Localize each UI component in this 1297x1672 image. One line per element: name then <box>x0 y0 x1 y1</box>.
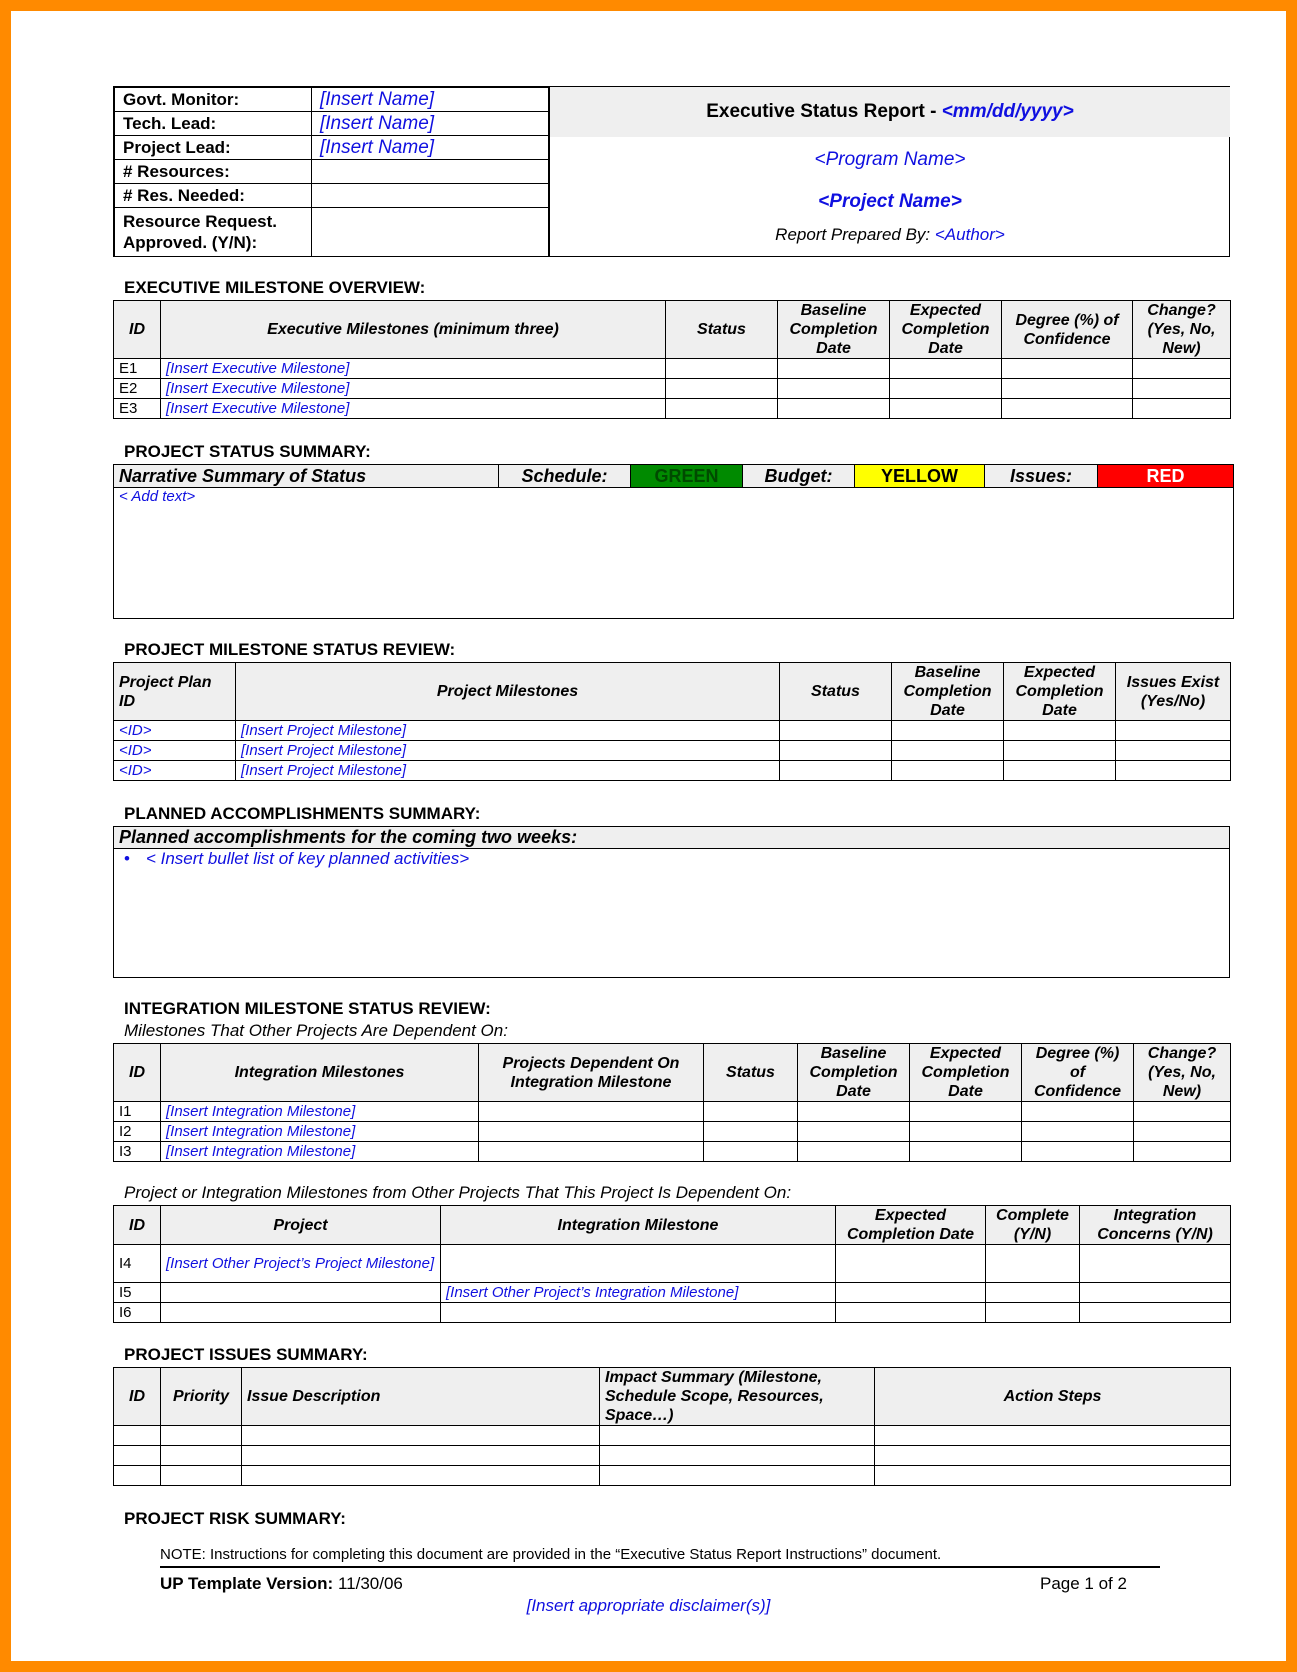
cell[interactable] <box>666 359 778 379</box>
version-label: UP Template Version: <box>160 1574 334 1593</box>
milestone-name[interactable]: [Insert Project Milestone] <box>236 721 780 741</box>
cell[interactable] <box>1022 1122 1134 1142</box>
report-title-text: Executive Status Report - <box>706 101 942 122</box>
col-header: Expected Completion Date <box>910 1044 1022 1102</box>
budget-label: Budget: <box>743 465 855 488</box>
cell[interactable] <box>1022 1142 1134 1162</box>
cell[interactable] <box>114 1446 161 1466</box>
col-header: Impact Summary (Milestone, Schedule Scope, Resources, Space…) <box>600 1368 875 1426</box>
col-header: Project Plan ID <box>114 663 236 721</box>
col-header: ID <box>114 1206 161 1245</box>
field-label <box>115 208 312 257</box>
cell[interactable] <box>1002 379 1133 399</box>
project-cell[interactable] <box>161 1303 441 1323</box>
issues-table <box>113 1367 1230 1486</box>
milestone-name[interactable]: [Insert Executive Milestone] <box>161 379 666 399</box>
project-name[interactable]: <Project Name> <box>818 191 962 212</box>
milestone-name[interactable]: [Insert Integration Milestone] <box>161 1122 479 1142</box>
col-header: Priority <box>161 1368 242 1426</box>
col-header: Project Milestones <box>236 663 780 721</box>
table-row <box>114 1283 1231 1303</box>
col-header: ID <box>114 301 161 359</box>
narrative-label: Narrative Summary of Status <box>114 465 499 488</box>
author[interactable]: <Author> <box>934 225 1005 244</box>
exec-milestone-heading: EXECUTIVE MILESTONE OVERVIEW: <box>124 278 426 297</box>
col-header: Change? (Yes, No, New) <box>1134 1044 1231 1102</box>
milestone-name[interactable]: [Insert Executive Milestone] <box>161 359 666 379</box>
cell[interactable] <box>986 1245 1080 1283</box>
planned-label: Planned accomplishments for the coming two weeks: <box>114 827 1230 849</box>
col-header: Issues Exist (Yes/No) <box>1116 663 1231 721</box>
integration-heading: INTEGRATION MILESTONE STATUS REVIEW: <box>124 999 491 1018</box>
col-header: Baseline Completion Date <box>892 663 1004 721</box>
report-title-block <box>549 87 1230 256</box>
col-header: Action Steps <box>875 1368 1231 1426</box>
project-milestone-table <box>113 662 1230 781</box>
cell[interactable] <box>778 359 890 379</box>
cell[interactable] <box>836 1303 986 1323</box>
cell[interactable] <box>1080 1283 1231 1303</box>
row-id[interactable]: <ID> <box>114 761 236 781</box>
col-header: Status <box>704 1044 798 1102</box>
col-header: Change? (Yes, No, New) <box>1133 301 1231 359</box>
cell[interactable] <box>778 399 890 419</box>
col-header: ID <box>114 1368 161 1426</box>
field-value[interactable]: [Insert Name] <box>312 112 549 136</box>
col-header: Baseline Completion Date <box>798 1044 910 1102</box>
schedule-status-badge[interactable]: GREEN <box>631 465 743 488</box>
cell[interactable] <box>1004 721 1116 741</box>
issues-label: Issues: <box>985 465 1098 488</box>
report-date[interactable]: <mm/dd/yyyy> <box>941 101 1074 122</box>
col-header: Degree (%) of Confidence <box>1022 1044 1134 1102</box>
milestone-cell[interactable] <box>441 1245 836 1283</box>
row-id: E2 <box>114 379 161 399</box>
cell[interactable] <box>1134 1122 1231 1142</box>
footer-note: NOTE: Instructions for completing this document are provided in the “Executive Status Report Instructions” document. <box>160 1546 1160 1568</box>
col-header: Projects Dependent On Integration Milestone <box>479 1044 704 1102</box>
row-id: I5 <box>114 1283 161 1303</box>
col-header: Project <box>161 1206 441 1245</box>
table-row <box>114 1446 1231 1466</box>
table-row <box>114 1142 1231 1162</box>
row-id: E1 <box>114 359 161 379</box>
field-label: # Resources: <box>115 160 312 184</box>
planned-bullet[interactable]: < Insert bullet list of key planned activities> <box>145 849 470 868</box>
cell[interactable] <box>892 721 1004 741</box>
col-header: Expected Completion Date <box>890 301 1002 359</box>
budget-status-badge[interactable]: YELLOW <box>855 465 985 488</box>
planned-body <box>114 849 1230 978</box>
cell[interactable] <box>666 379 778 399</box>
disclaimer[interactable]: [Insert appropriate disclaimer(s)] <box>526 1596 771 1615</box>
col-header: Expected Completion Date <box>836 1206 986 1245</box>
cell[interactable] <box>600 1426 875 1446</box>
cell[interactable] <box>910 1122 1022 1142</box>
col-header: Integration Concerns (Y/N) <box>1080 1206 1231 1245</box>
cell[interactable] <box>114 1466 161 1486</box>
cell[interactable] <box>161 1446 242 1466</box>
issues-status-badge[interactable]: RED <box>1098 465 1234 488</box>
cell[interactable] <box>875 1446 1231 1466</box>
prepared-by-label: Report Prepared By: <box>775 225 935 244</box>
cell[interactable] <box>1133 359 1231 379</box>
cell[interactable] <box>1004 741 1116 761</box>
integration-subheading: Milestones That Other Projects Are Dependent On: <box>124 1021 508 1040</box>
field-value[interactable]: [Insert Name] <box>312 88 549 112</box>
table-row <box>114 359 1231 379</box>
program-name[interactable]: <Program Name> <box>814 149 966 170</box>
cell[interactable] <box>875 1426 1231 1446</box>
cell[interactable] <box>1004 761 1116 781</box>
project-cell[interactable]: [Insert Other Project’s Project Milestone] <box>161 1245 441 1283</box>
field-value[interactable] <box>312 184 549 208</box>
row-id: I4 <box>114 1245 161 1283</box>
bullet-icon: • <box>124 849 130 868</box>
cell[interactable] <box>1133 379 1231 399</box>
risk-heading: PROJECT RISK SUMMARY: <box>124 1509 346 1528</box>
cell[interactable] <box>479 1102 704 1122</box>
page-number: Page 1 of 2 <box>1040 1574 1127 1593</box>
cell[interactable] <box>479 1142 704 1162</box>
cell[interactable] <box>704 1102 798 1122</box>
cell[interactable] <box>780 721 892 741</box>
field-value[interactable] <box>312 160 549 184</box>
milestone-name[interactable]: [Insert Integration Milestone] <box>161 1102 479 1122</box>
table-row <box>114 399 1231 419</box>
field-label: # Res. Needed: <box>115 184 312 208</box>
field-label: Tech. Lead: <box>115 112 312 136</box>
col-header: Executive Milestones (minimum three) <box>161 301 666 359</box>
cell[interactable] <box>780 761 892 781</box>
cell[interactable] <box>836 1283 986 1303</box>
cell[interactable] <box>798 1102 910 1122</box>
cell[interactable] <box>704 1122 798 1142</box>
milestone-name[interactable]: [Insert Project Milestone] <box>236 761 780 781</box>
milestone-cell[interactable] <box>441 1303 836 1323</box>
row-id: I1 <box>114 1102 161 1122</box>
cell[interactable] <box>778 379 890 399</box>
cell[interactable] <box>666 399 778 419</box>
cell[interactable] <box>242 1466 600 1486</box>
col-header: Complete (Y/N) <box>986 1206 1080 1245</box>
cell[interactable] <box>892 741 1004 761</box>
cell[interactable] <box>798 1142 910 1162</box>
cell[interactable] <box>986 1283 1080 1303</box>
status-summary-table <box>113 464 1233 619</box>
cell[interactable] <box>1002 359 1133 379</box>
planned-table <box>113 826 1230 978</box>
table-row <box>114 721 1231 741</box>
issues-heading: PROJECT ISSUES SUMMARY: <box>124 1345 368 1364</box>
row-id[interactable]: <ID> <box>114 721 236 741</box>
cell[interactable] <box>1134 1142 1231 1162</box>
milestone-name[interactable]: [Insert Executive Milestone] <box>161 399 666 419</box>
cell[interactable] <box>892 761 1004 781</box>
cell[interactable] <box>910 1102 1022 1122</box>
col-header: Status <box>780 663 892 721</box>
cell[interactable] <box>1080 1245 1231 1283</box>
cell[interactable] <box>1133 399 1231 419</box>
cell[interactable] <box>704 1142 798 1162</box>
col-header: Integration Milestones <box>161 1044 479 1102</box>
cell[interactable] <box>1080 1303 1231 1323</box>
table-row <box>114 379 1231 399</box>
col-header: Integration Milestone <box>441 1206 836 1245</box>
cell[interactable] <box>161 1426 242 1446</box>
project-cell[interactable] <box>161 1283 441 1303</box>
cell[interactable] <box>479 1122 704 1142</box>
milestone-name[interactable]: [Insert Project Milestone] <box>236 741 780 761</box>
status-summary-heading: PROJECT STATUS SUMMARY: <box>124 442 371 461</box>
dependent-subheading: Project or Integration Milestones from Other Projects That This Project Is Dependent On: <box>124 1183 792 1202</box>
report-header <box>113 86 1230 257</box>
col-header: ID <box>114 1044 161 1102</box>
col-header: Degree (%) of Confidence <box>1002 301 1133 359</box>
table-row <box>114 1303 1231 1323</box>
schedule-label: Schedule: <box>499 465 631 488</box>
cell[interactable] <box>875 1466 1231 1486</box>
cell[interactable] <box>986 1303 1080 1323</box>
field-label-line1: Resource Request. <box>123 212 277 231</box>
table-row <box>114 1102 1231 1122</box>
col-header: Expected Completion Date <box>1004 663 1116 721</box>
cell[interactable] <box>780 741 892 761</box>
cell[interactable] <box>600 1446 875 1466</box>
integration-table <box>113 1043 1230 1162</box>
table-row <box>114 761 1231 781</box>
cell[interactable] <box>890 359 1002 379</box>
cell[interactable] <box>1022 1102 1134 1122</box>
cell[interactable] <box>1116 761 1231 781</box>
table-row <box>114 1245 1231 1283</box>
field-label: Govt. Monitor: <box>115 88 312 112</box>
template-version <box>160 1574 403 1594</box>
col-header: Baseline Completion Date <box>778 301 890 359</box>
cell[interactable] <box>910 1142 1022 1162</box>
cell[interactable] <box>836 1245 986 1283</box>
cell[interactable] <box>600 1466 875 1486</box>
table-row <box>114 1122 1231 1142</box>
exec-milestone-table <box>113 300 1230 419</box>
cell[interactable] <box>1116 741 1231 761</box>
dependent-table <box>113 1205 1230 1323</box>
field-value[interactable]: [Insert Name] <box>312 136 549 160</box>
field-label: Project Lead: <box>115 136 312 160</box>
cell[interactable] <box>161 1466 242 1486</box>
cell[interactable] <box>1134 1102 1231 1122</box>
row-id[interactable]: <ID> <box>114 741 236 761</box>
cell[interactable] <box>1116 721 1231 741</box>
col-header: Status <box>666 301 778 359</box>
milestone-cell[interactable]: [Insert Other Project’s Integration Milestone] <box>441 1283 836 1303</box>
milestone-name[interactable]: [Insert Integration Milestone] <box>161 1142 479 1162</box>
cell[interactable] <box>890 399 1002 419</box>
prepared-by <box>550 225 1230 245</box>
row-id: I3 <box>114 1142 161 1162</box>
table-row <box>114 741 1231 761</box>
header-fields <box>114 87 549 256</box>
cell[interactable] <box>798 1122 910 1142</box>
cell[interactable] <box>242 1426 600 1446</box>
field-label-line2: Approved. (Y/N): <box>123 233 258 252</box>
table-row <box>114 1466 1231 1486</box>
report-title <box>550 87 1230 137</box>
field-value[interactable] <box>312 208 549 257</box>
row-id: I2 <box>114 1122 161 1142</box>
version-value: 11/30/06 <box>333 1574 403 1593</box>
narrative-text[interactable]: < Add text> <box>114 488 1234 619</box>
cell[interactable] <box>890 379 1002 399</box>
table-row <box>114 1426 1231 1446</box>
cell[interactable] <box>1002 399 1133 419</box>
planned-heading: PLANNED ACCOMPLISHMENTS SUMMARY: <box>124 804 481 823</box>
col-header: Issue Description <box>242 1368 600 1426</box>
cell[interactable] <box>242 1446 600 1466</box>
row-id: E3 <box>114 399 161 419</box>
row-id: I6 <box>114 1303 161 1323</box>
project-milestone-heading: PROJECT MILESTONE STATUS REVIEW: <box>124 640 456 659</box>
cell[interactable] <box>114 1426 161 1446</box>
